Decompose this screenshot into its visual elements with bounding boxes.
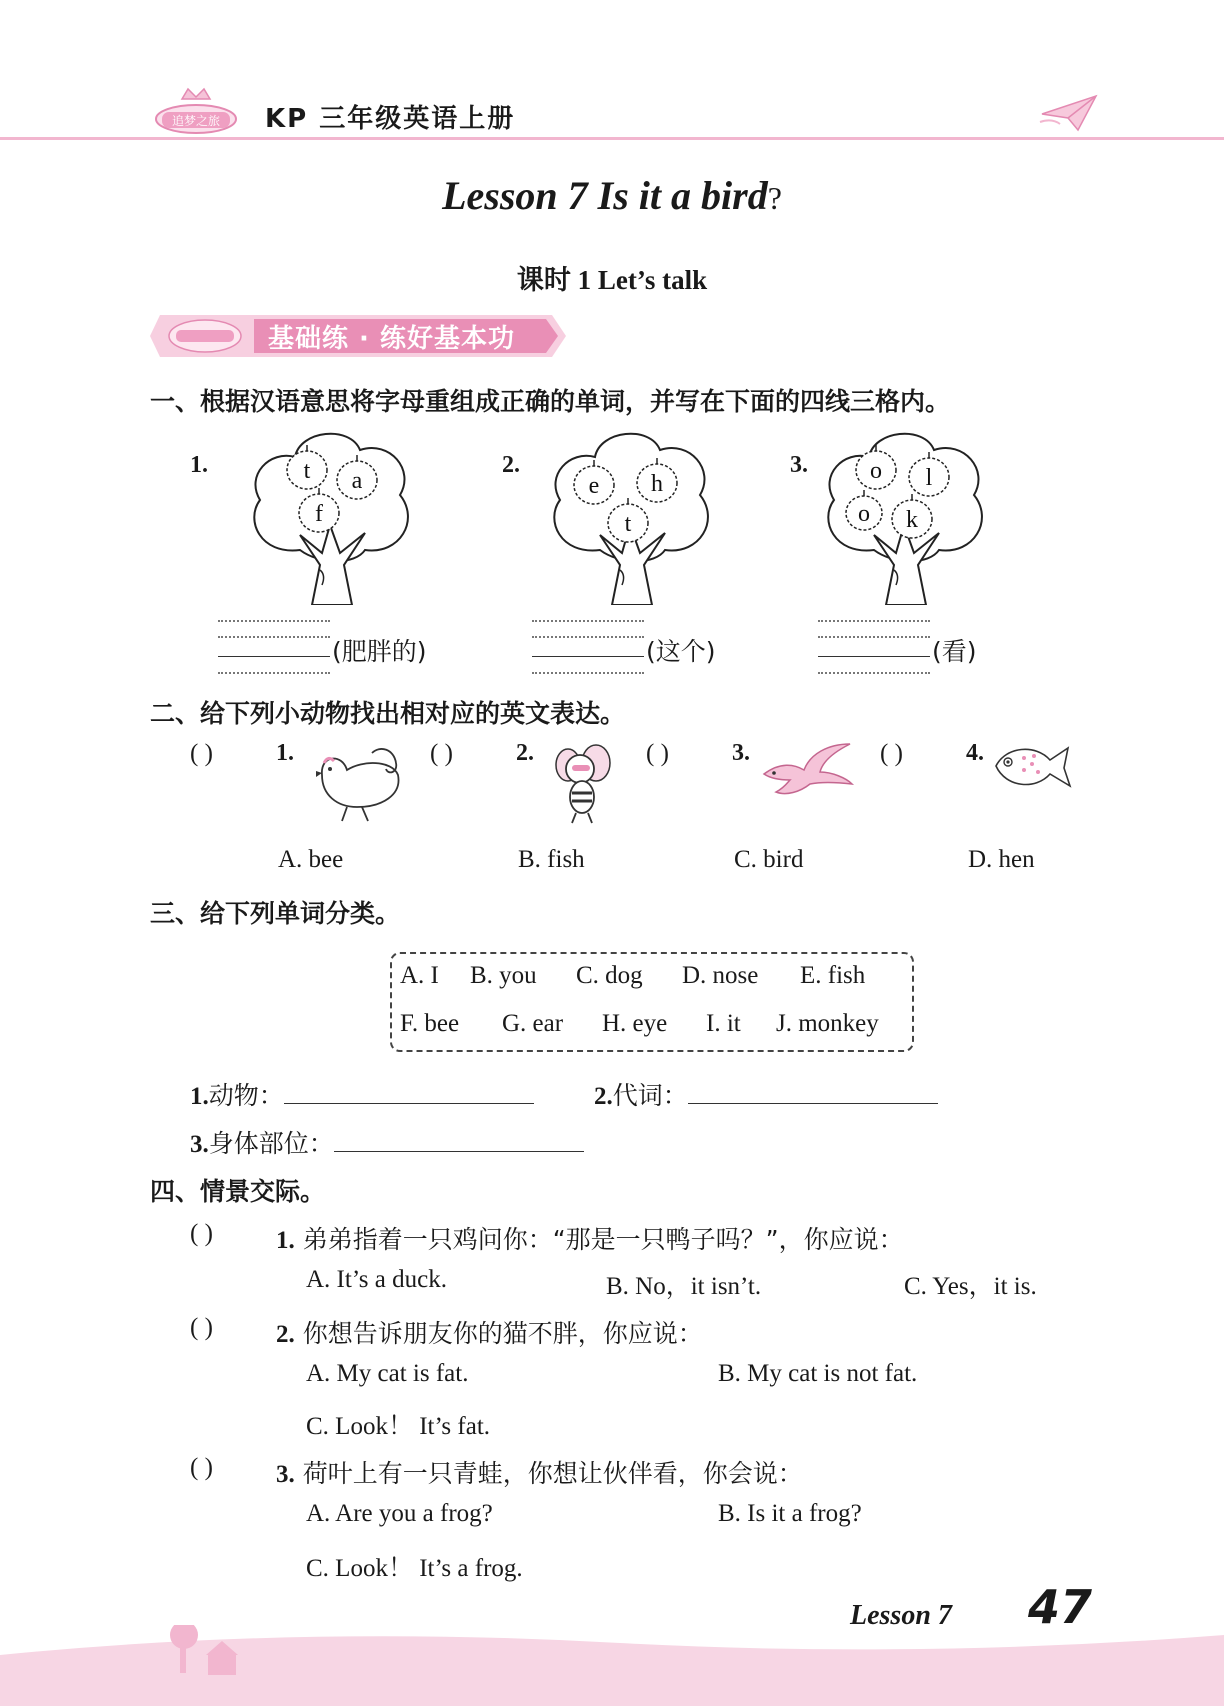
- paper-plane-icon: [1038, 92, 1100, 134]
- classify-body-parts: 3.身体部位：: [190, 1124, 584, 1160]
- word-option: I. it: [706, 1010, 741, 1037]
- lesson-title: Lesson 7 Is it a bird?: [442, 173, 782, 218]
- answer-line-1[interactable]: [218, 656, 330, 657]
- answer-paren[interactable]: ( ): [880, 740, 903, 767]
- answer-paren[interactable]: ( ): [190, 740, 213, 767]
- bee-icon: [548, 735, 618, 825]
- choice-option: A. It’s a duck.: [306, 1266, 447, 1293]
- letter-tile: k: [906, 507, 918, 533]
- answer-paren[interactable]: ( ): [190, 1454, 213, 1481]
- writing-guide-line: [818, 636, 930, 638]
- section-2-title: 二、给下列小动物找出相对应的英文表达。: [150, 699, 626, 728]
- answer-blank[interactable]: [688, 1103, 938, 1104]
- question-3: 3. 荷叶上有一只青蛙，你想让伙伴看，你会说：: [276, 1459, 803, 1488]
- letter-tile: t: [303, 458, 311, 484]
- section-3-title: 三、给下列单词分类。: [150, 899, 401, 928]
- answer-paren[interactable]: ( ): [430, 740, 453, 767]
- letter-tile: f: [315, 501, 323, 527]
- word-option: F. bee: [400, 1010, 460, 1037]
- choice-option: C. Yes，it is.: [904, 1273, 1037, 1300]
- letter-tile: e: [588, 473, 600, 499]
- answer-line-2[interactable]: [532, 656, 644, 657]
- period-title: 课时 1 Let’s talk: [516, 265, 708, 295]
- answer-line-3[interactable]: [818, 656, 930, 657]
- animal-option: D. hen: [968, 846, 1035, 873]
- tree-icon: [814, 425, 994, 605]
- classify-pronouns: 2.代词：: [594, 1076, 938, 1112]
- writing-guide-line: [532, 636, 644, 638]
- writing-guide-line: [818, 672, 930, 674]
- choice-option: B. Is it a frog?: [718, 1500, 862, 1527]
- writing-guide-line: [218, 636, 330, 638]
- choice-option: A. My cat is fat.: [306, 1360, 469, 1387]
- answer-paren[interactable]: ( ): [646, 740, 669, 767]
- section-1-title: 一、根据汉语意思将字母重组成正确的单词，并写在下面的四线三格内。: [150, 387, 951, 416]
- answer-paren[interactable]: ( ): [190, 1314, 213, 1341]
- word-option: H. eye: [602, 1010, 668, 1037]
- writing-guide-line: [218, 672, 330, 674]
- s2-item-4-number: 4.: [966, 740, 984, 766]
- answer-paren[interactable]: ( ): [190, 1220, 213, 1247]
- answer-blank[interactable]: [284, 1103, 534, 1104]
- letter-tile: o: [870, 458, 882, 484]
- tree-icon: [540, 425, 720, 605]
- writing-guide-line: [532, 620, 644, 622]
- choice-option: B. No，it isn’t.: [606, 1273, 762, 1300]
- tree-icon: [240, 425, 420, 605]
- word-option: D. nose: [682, 962, 759, 989]
- letter-tile: l: [925, 465, 933, 491]
- s1-item-1-number: 1.: [190, 452, 208, 478]
- choice-option: B. My cat is not fat.: [718, 1360, 918, 1387]
- word-option: E. fish: [800, 962, 866, 989]
- book-title: KP 三年级英语上册: [265, 104, 516, 134]
- s2-item-3-number: 3.: [732, 740, 750, 766]
- letter-tile: t: [624, 511, 632, 537]
- s1-item-3-hint: (看): [932, 637, 977, 666]
- question-1: 1. 弟弟指着一只鸡问你：“那是一只鸭子吗？”，你应说：: [276, 1225, 904, 1254]
- letter-tile: a: [351, 468, 363, 494]
- animal-option: A. bee: [278, 846, 344, 873]
- answer-blank[interactable]: [334, 1151, 584, 1152]
- footer-lesson: Lesson 7: [850, 1600, 952, 1631]
- writing-guide-line: [532, 672, 644, 674]
- banner-text: 基础练 · 练好基本功: [268, 324, 515, 354]
- choice-option: C. Look！ It’s fat.: [306, 1413, 491, 1440]
- animal-option: B. fish: [518, 846, 585, 873]
- word-option: A. I: [400, 962, 439, 989]
- section-4-title: 四、情景交际。: [150, 1177, 326, 1206]
- letter-tile: o: [858, 501, 870, 527]
- classify-animals: 1.动物：: [190, 1076, 534, 1112]
- s2-item-1-number: 1.: [276, 740, 294, 766]
- footer-wave: [0, 1625, 1224, 1706]
- word-option: J. monkey: [776, 1010, 879, 1037]
- word-option: C. dog: [576, 962, 643, 989]
- word-option: B. you: [470, 962, 537, 989]
- choice-option: C. Look！ It’s a frog.: [306, 1555, 523, 1582]
- s1-item-2-number: 2.: [502, 452, 520, 478]
- letter-tile: h: [651, 471, 663, 497]
- hen-icon: [302, 735, 402, 825]
- question-2: 2. 你想告诉朋友你的猫不胖，你应说：: [276, 1319, 703, 1348]
- page-number: 47: [1028, 1580, 1093, 1634]
- fish-icon: [992, 738, 1072, 794]
- word-option: G. ear: [502, 1010, 564, 1037]
- s1-item-2-hint: (这个): [646, 637, 716, 666]
- writing-guide-line: [818, 620, 930, 622]
- s1-item-1-hint: (肥胖的): [332, 637, 427, 666]
- writing-guide-line: [218, 620, 330, 622]
- animal-option: C. bird: [734, 846, 804, 873]
- bird-icon: [760, 740, 856, 800]
- s2-item-2-number: 2.: [516, 740, 534, 766]
- choice-option: A. Are you a frog?: [306, 1500, 493, 1527]
- s1-item-3-number: 3.: [790, 452, 808, 478]
- brand-logo: [152, 85, 240, 141]
- svg-text:追梦之旅: 追梦之旅: [171, 114, 221, 128]
